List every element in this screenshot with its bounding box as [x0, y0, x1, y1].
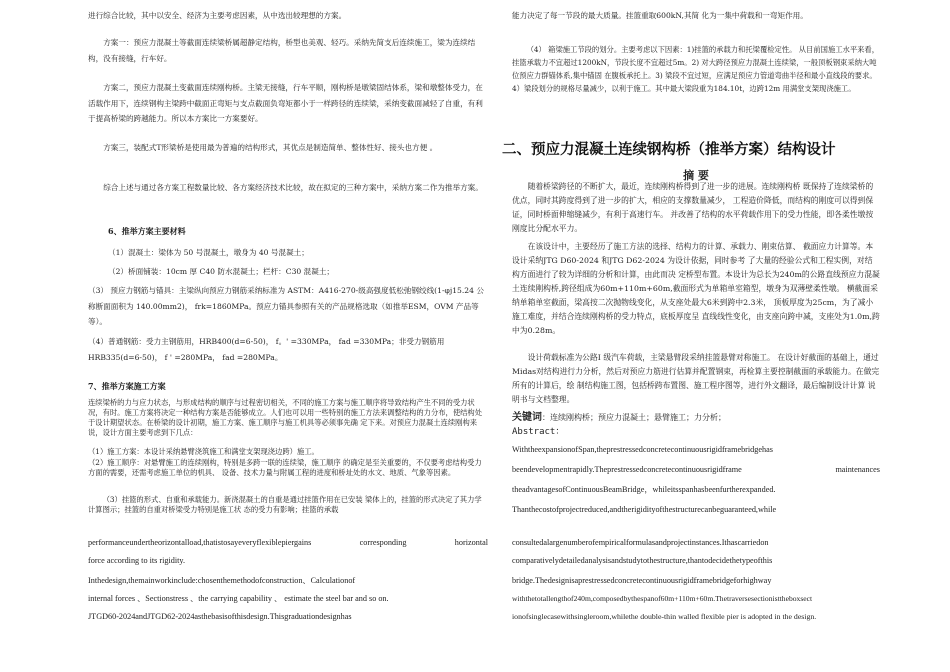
- construction-item: （3）挂篮的形式、自重和承载能力。新浇混凝土的自重是通过挂篮作用在已安装 梁体上的，挂篮的形式决定了其力学计算图示；挂篮的自重对桥梁受力特别是施工状 态的受力有影响；挂篮的承载: [88, 495, 482, 514]
- english-abstract-line: Thanthecostofprojectreduced,andtherigidityofthestructurecanbeguaranteed,while: [512, 505, 777, 514]
- abstract-paragraph: 设计荷载标准为公路I 级汽车荷载，主梁悬臂段采纳挂篮悬臂对称施工。 在设计好截面的基础上，通过Midas对结构进行力分析，然后对预应力筋进行估算并配置钢束，再检算主要控制截面的承载能力。在做完所有的计算后，绘 制结构施工图，包括桥跨布置图、施工程序图等，进行外文翻译，最后编制设计计算 说明书与文档整理。: [512, 353, 880, 404]
- construction-item: （1）施工方案：本设计采纳悬臂浇筑施工和满堂支架现浇边跨）施工。: [88, 447, 319, 456]
- english-line: Inthedesign,themainworkinclude:chosenthemethodofconstruction、Calculationof: [88, 576, 356, 585]
- material-item: （3） 预应力钢筋与锚具：主梁纵向预应力钢筋采纳标准为 ASTM：A416-270-级高强度低松弛钢绞线(1-φj15.24 公称断面面积为 140.00mm2)， frk=1860MPa。预应力锚具参照有关的产品规格选取（如推举ESM，OVM 产品等等）。: [88, 286, 484, 326]
- english-abstract-line: ionofsinglecasewithsingleroom,whilethe double-thin walled flexible pier is adopted in the design.: [512, 612, 817, 621]
- keywords-text: ：连续刚构桥；预应力混凝土；悬臂施工；力分析；: [542, 413, 726, 422]
- english-line: JTGD60-2024andJTGD62-2024asthebasisofthisdesign.Thisgraduationdesignhas: [88, 612, 352, 621]
- english-line: force according to its rigidity.: [88, 556, 186, 565]
- construction-heading: 7、推举方案施工方案: [88, 381, 166, 391]
- keywords-line: [512, 408, 726, 423]
- english-abstract-fragment: beendevelopmentrapidly.Theprestressedconcretecontinuousrigidframe: [512, 465, 742, 474]
- english-abstract-line: comparativelydetailedanalysisandstudytothestructure,thantodecidethetypeofthis: [512, 556, 773, 565]
- scheme-two-paragraph: 方案二，预应力混凝土变截面连续刚构桥。主梁无接缝，行车平顺，刚构桥是墩梁固结体系，梁和墩整体受力，在活载作用下，连续钢构主梁跨中截面正弯矩与支点截面负弯矩都小于一样跨径的连续梁，采纳变截面减轻了自重，有利于提高桥梁的跨越能力。所以本方案比一方案要好。: [88, 83, 483, 123]
- scheme-three-paragraph: 方案三，装配式T形梁桥是使用最为普遍的结构形式，其优点是制造简单、整体性好、接头也方便 。: [103, 143, 438, 152]
- english-abstract-line: consultedalargenumberofempiricalformulasandprojectinstances.Ithascarriedon: [512, 538, 769, 547]
- abstract-paragraph: 随着桥梁跨径的不断扩大，最近，连续刚构桥得到了进一步的进展。连续刚构桥 既保持了连续梁桥的优点，同时其跨度得到了进一步的扩大，相应的支撑数量减少， 工程造价降低，而结构的刚度可以得到保证，同时桥面伸缩缝减少，有利于高速行车。 并改善了结构的水平荷载作用下的受力性能，即各柔性墩按刚度比分配水平力。: [512, 182, 874, 233]
- english-line: performanceundertheorizontalload,thatistosayeveryflexiblepiergains corresponding horizontal: [88, 538, 488, 547]
- summary-paragraph: 综合上述与通过各方案工程数量比较、各方案经济技术比较，故在拟定的三种方案中，采纳方案二作为推举方案。: [103, 183, 483, 192]
- abstract-label: Abstract：: [512, 427, 565, 437]
- top-paragraph: 能力决定了每一节段的最大质量。挂篮重取600kN,其简 化为一集中荷载和一弯矩作用。: [512, 11, 808, 20]
- english-abstract-fragment: maintenances: [835, 465, 880, 474]
- material-item: （1）混凝土：梁体为 50 号混凝土，墩身为 40 号混凝土；: [108, 248, 309, 257]
- intro-paragraph: 进行综合比较，其中以安全、经济为主要考虑因素，从中选出较理想的方案。: [88, 11, 347, 20]
- construction-paragraph: 连续梁桥的力与应力状态，与形成结构的顺序与过程密切相关，不同的施工方案与施工顺序将导致结构产生不同的受力状况，有时。施工方案将决定一种结构方案是否能够成立。人们也可以用一些特别的施工方法来调整结构的力分布，使结构处 于设计期望状态。在桥梁的设计初期，施工方案、施工顺序与施工机具等必须事先确 定下来。对预应力混凝土连续刚构来说，设计方面主要考虑到下几点：: [88, 398, 483, 437]
- abstract-title: 摘 要: [683, 169, 709, 182]
- material-item: （4）普通钢筋：受力主钢筋用，HRB400(d=6-50)， f。' =330MPa， fad =330MPa；非受力钢筋用HRB335(d=6-50)， f ' =280MPa， fad =280MPa。: [88, 337, 445, 362]
- material-item: （2）桥面铺装：10cm 厚 C40 防水混凝土；栏杆：C30 混凝土；: [108, 267, 335, 276]
- scheme-one-paragraph: 方案一：预应力混凝土等截面连续梁桥属超静定结构，桥型也美观、轻巧。采纳先简支后连续施工，梁为连续结构，没有接缝，行车好。: [88, 38, 476, 63]
- abstract-paragraph: 在该设计中，主要经历了施工方法的选择、结构力的计算、承载力、刚束估算、 截面应力计算等。本设计采纳JTG D60-2024 和JTG D62-2024 为设计依据，同时参考 了大量的经验公式和工程实例，对结构方面进行了较为详细的分析和计算，由此而决 定桥型布置。本设计为总长为240m的公路直线预应力混凝土连续刚构桥,跨径组成为60m+110m+60m,截面形式为单箱单室箱型，墩身为双薄壁柔性墩。 横截面采纳单箱单室截面，梁高按二次抛物线变化，从支座处最大6米到跨中2.3米， 顶板厚度为25cm，为了减小施工难度，并结合连续刚构桥的受力特点，底板厚度呈 直线线性变化，由支座向跨中减，支座处为1.0m,跨中为0.28m。: [512, 242, 880, 335]
- english-abstract-line: theadvantagesofContinuousBeamBridge，whileitsspanhasbeenfurtherexpanded.: [512, 485, 776, 494]
- english-line: internal forces 、Sectionstress 、the carrying capability 、 estimate the steel bar and so on.: [88, 594, 389, 603]
- english-abstract-line: withthetotallengthof240m,composedbythespanof60m+110m+60m.Thetraversesectionisttheboxsect: [512, 594, 813, 603]
- english-abstract-line: bridge.Thedesignisaprestressedconcretecontinuousrigidframebridgeforhighway: [512, 576, 772, 585]
- english-abstract-line: WiththeexpansionofSpan,theprestressedconcretecontinuousrigidframebridgehas: [512, 445, 773, 454]
- keywords-label: 关键词: [512, 412, 542, 423]
- materials-heading: 6、推举方案主要材料: [108, 226, 186, 236]
- english-abstract-line: [512, 460, 880, 480]
- construction-item: （2）施工顺序：对悬臂施工的连续刚构，特别是多跨一联的连续梁，施工顺序 的确定是至关重要的，不仅要考虑结构受力方面的需要，还需考虑施工单位的机具、 设备、技术力量与附属工程的进度和桥址处的水文、地质、气象等因素。: [88, 458, 482, 477]
- segment-paragraph: （4） 箱梁施工节段的划分。主要考虑以下因素：1)挂篮的承载力和托梁覆检定性。 从目前国施工水平来看，挂篮承载力不宜超过1200kN，节段长度不宜超过5m。2) 对大跨径预应力混凝土连续梁，一般顶板钢束采纳大吨位预应力群锚体系,集中锚固 在腹板承托上。3) 梁段不宜过短，应满足预应力管道弯曲半径和最小直线段的要求。 4）梁段划分的规格尽量减少，以利于施工。其中最大梁段重为184.10t，边跨12m 用满堂支架现浇施工。: [512, 45, 880, 93]
- section-title: 二、预应力混凝土连续钢构桥（推举方案）结构设计: [502, 142, 836, 158]
